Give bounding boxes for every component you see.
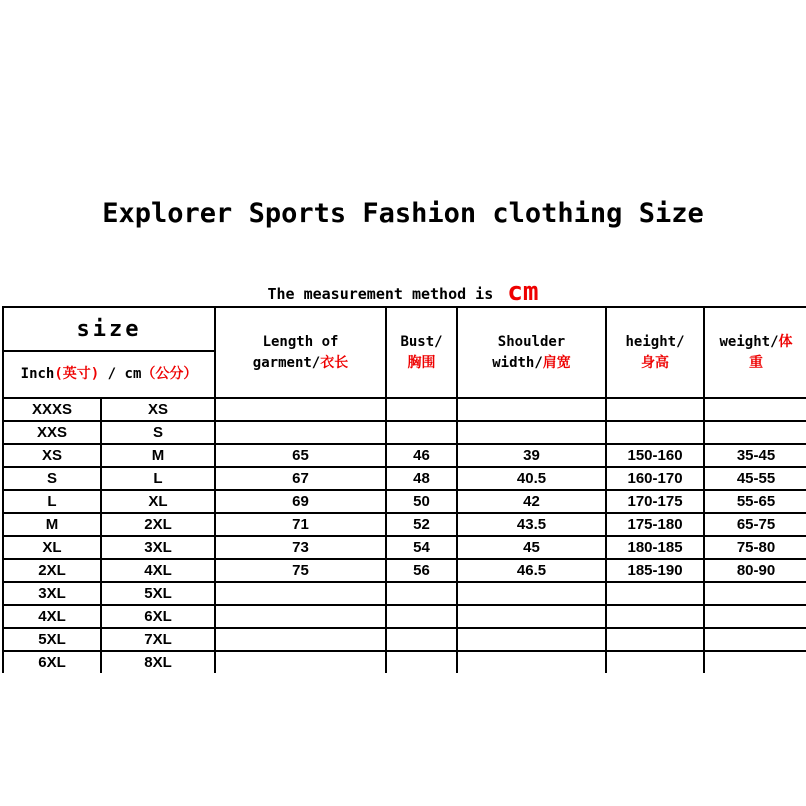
size-cm-cell: L — [101, 467, 215, 490]
value-cell: 175-180 — [606, 513, 704, 536]
size-table-header — [3, 307, 806, 398]
size-cm-cell: XS — [101, 398, 215, 421]
size-cm-cell: 7XL — [101, 628, 215, 651]
col-header-height-en: height/ — [625, 333, 685, 350]
value-cell — [457, 628, 606, 651]
value-cell — [704, 398, 806, 421]
value-cell — [386, 421, 457, 444]
value-cell — [704, 628, 806, 651]
value-cell: 40.5 — [457, 467, 606, 490]
value-cell: 43.5 — [457, 513, 606, 536]
table-row — [3, 605, 806, 628]
unit-header-inch: Inch — [20, 366, 55, 382]
col-header-height-cn: 身高 — [641, 354, 670, 371]
value-cell — [386, 651, 457, 673]
col-header-shoulder-cn: 肩宽 — [542, 354, 571, 371]
size-inch-cell: XXS — [3, 421, 101, 444]
table-row — [3, 398, 806, 421]
size-cm-cell: M — [101, 444, 215, 467]
unit-header — [3, 351, 215, 398]
value-cell: 54 — [386, 536, 457, 559]
table-row — [3, 651, 806, 673]
value-cell — [386, 605, 457, 628]
col-header-shoulder-line1: Shoulder — [497, 333, 566, 350]
col-header-weight — [704, 307, 806, 398]
size-header: size — [3, 307, 215, 351]
size-cm-cell: XL — [101, 490, 215, 513]
unit-header-slash: / — [99, 366, 125, 382]
value-cell: 73 — [215, 536, 386, 559]
size-inch-cell: S — [3, 467, 101, 490]
value-cell: 75 — [215, 559, 386, 582]
col-header-length-cn: 衣长 — [320, 354, 349, 371]
table-row — [3, 467, 806, 490]
table-row — [3, 513, 806, 536]
measurement-note — [0, 272, 806, 307]
size-cm-cell: S — [101, 421, 215, 444]
size-cm-cell: 8XL — [101, 651, 215, 673]
value-cell — [606, 605, 704, 628]
value-cell — [606, 398, 704, 421]
value-cell — [215, 628, 386, 651]
value-cell: 56 — [386, 559, 457, 582]
value-cell — [386, 582, 457, 605]
size-inch-cell: M — [3, 513, 101, 536]
col-header-shoulder-en: width/ — [492, 354, 543, 371]
value-cell — [606, 421, 704, 444]
col-header-weight-en: weight/ — [719, 333, 779, 350]
size-table-body — [3, 398, 806, 673]
value-cell — [457, 398, 606, 421]
size-inch-cell: XS — [3, 444, 101, 467]
value-cell — [215, 398, 386, 421]
value-cell — [704, 651, 806, 673]
value-cell — [457, 421, 606, 444]
table-row — [3, 582, 806, 605]
value-cell — [457, 582, 606, 605]
value-cell — [215, 421, 386, 444]
size-cm-cell: 6XL — [101, 605, 215, 628]
size-inch-cell: 4XL — [3, 605, 101, 628]
unit-header-cm: cm — [124, 366, 142, 382]
unit-header-inch-cn: (英寸) — [54, 366, 100, 382]
table-row — [3, 490, 806, 513]
value-cell: 80-90 — [704, 559, 806, 582]
col-header-shoulder — [457, 307, 606, 398]
col-header-length — [215, 307, 386, 398]
value-cell — [215, 605, 386, 628]
value-cell — [704, 421, 806, 444]
value-cell — [457, 605, 606, 628]
size-cm-cell: 4XL — [101, 559, 215, 582]
value-cell: 50 — [386, 490, 457, 513]
table-row — [3, 559, 806, 582]
value-cell: 45 — [457, 536, 606, 559]
header-row-size — [3, 307, 806, 351]
page-title: Explorer Sports Fashion clothing Size — [102, 198, 704, 229]
value-cell: 48 — [386, 467, 457, 490]
value-cell — [215, 582, 386, 605]
size-inch-cell: 5XL — [3, 628, 101, 651]
table-row — [3, 628, 806, 651]
col-header-length-line1: Length of — [262, 333, 339, 350]
value-cell: 45-55 — [704, 467, 806, 490]
value-cell: 42 — [457, 490, 606, 513]
table-row — [3, 444, 806, 467]
value-cell: 39 — [457, 444, 606, 467]
size-inch-cell: 3XL — [3, 582, 101, 605]
size-cm-cell: 5XL — [101, 582, 215, 605]
size-inch-cell: 2XL — [3, 559, 101, 582]
table-row — [3, 421, 806, 444]
value-cell — [386, 398, 457, 421]
value-cell: 75-80 — [704, 536, 806, 559]
value-cell: 46.5 — [457, 559, 606, 582]
value-cell: 35-45 — [704, 444, 806, 467]
col-header-bust-cn: 胸围 — [407, 354, 436, 371]
value-cell — [704, 582, 806, 605]
unit-header-cm-cn: （公分） — [141, 366, 198, 382]
col-header-length-en: garment/ — [252, 354, 321, 371]
table-row — [3, 536, 806, 559]
value-cell — [386, 628, 457, 651]
value-cell — [606, 582, 704, 605]
value-cell: 150-160 — [606, 444, 704, 467]
value-cell: 65-75 — [704, 513, 806, 536]
size-cm-cell: 2XL — [101, 513, 215, 536]
size-cm-cell: 3XL — [101, 536, 215, 559]
value-cell — [457, 651, 606, 673]
value-cell: 46 — [386, 444, 457, 467]
value-cell: 55-65 — [704, 490, 806, 513]
col-header-bust — [386, 307, 457, 398]
value-cell — [606, 651, 704, 673]
value-cell: 170-175 — [606, 490, 704, 513]
size-inch-cell: 6XL — [3, 651, 101, 673]
size-inch-cell: XL — [3, 536, 101, 559]
value-cell: 67 — [215, 467, 386, 490]
value-cell: 71 — [215, 513, 386, 536]
value-cell: 52 — [386, 513, 457, 536]
size-table — [2, 306, 806, 673]
value-cell — [215, 651, 386, 673]
value-cell: 69 — [215, 490, 386, 513]
col-header-weight-cn2: 重 — [749, 354, 764, 371]
value-cell: 160-170 — [606, 467, 704, 490]
size-inch-cell: XXXS — [3, 398, 101, 421]
value-cell: 65 — [215, 444, 386, 467]
value-cell: 185-190 — [606, 559, 704, 582]
measurement-note-text: The measurement method is — [267, 285, 494, 303]
value-cell — [704, 605, 806, 628]
col-header-bust-en: Bust/ — [400, 333, 443, 350]
value-cell — [606, 628, 704, 651]
col-header-weight-cn1: 体 — [778, 333, 793, 350]
value-cell: 180-185 — [606, 536, 704, 559]
size-inch-cell: L — [3, 490, 101, 513]
col-header-height — [606, 307, 704, 398]
measurement-unit: cm — [507, 276, 539, 307]
